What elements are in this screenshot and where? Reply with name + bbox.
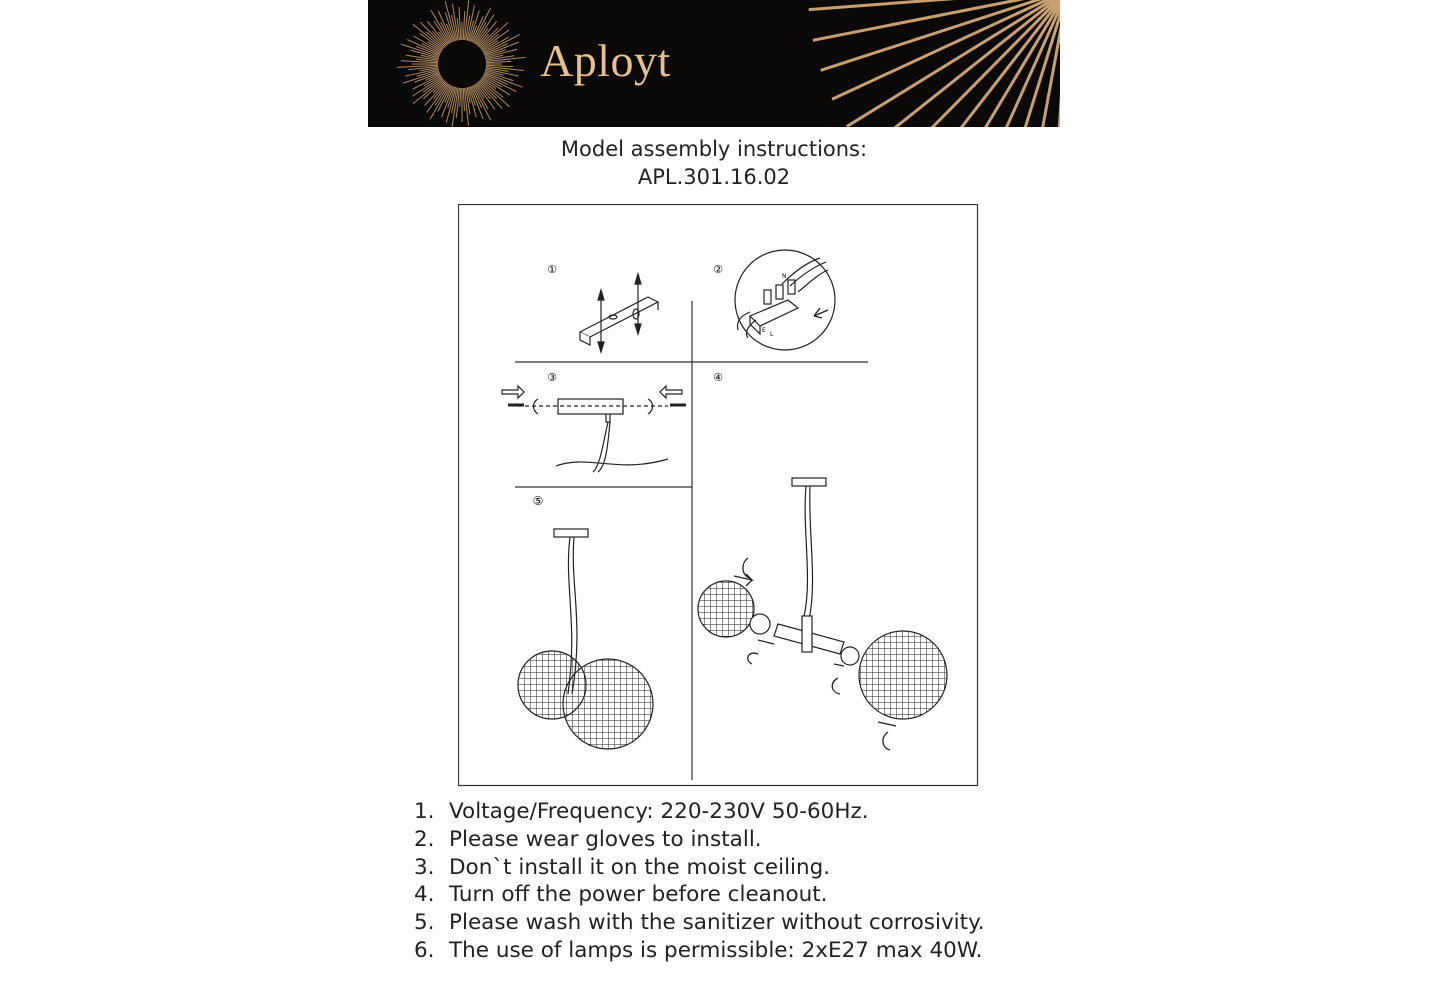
note-item: 2. Please wear gloves to install. [414, 826, 762, 852]
step-2-number: ② [713, 263, 723, 276]
note-item: 5. Please wash with the sanitizer without corrosivity. [414, 910, 985, 936]
wire-label-n: N [782, 273, 787, 280]
assembly-diagram [458, 204, 979, 787]
wire-label-e: E [762, 327, 766, 334]
note-item: 3. Don`t install it on the moist ceiling. [414, 854, 831, 880]
wire-label-l: L [770, 331, 774, 338]
sunburst-decoration [368, 0, 1060, 127]
instruction-notes [414, 798, 985, 965]
step-1-number: ① [547, 263, 557, 276]
brand-logo: Aployt [540, 35, 671, 86]
note-item: 6. The use of lamps is permissible: 2xE27 max 40W. [414, 937, 983, 963]
canopy-screws [502, 386, 686, 472]
page-title: Model assembly instructions: [560, 137, 868, 161]
note-item: 1. Voltage/Frequency: 220-230V 50-60Hz. [414, 799, 869, 824]
mounting-bracket [580, 274, 658, 352]
step-5-number: ⑤ [532, 494, 544, 508]
brand-banner [368, 0, 1060, 127]
note-item: 4. Turn off the power before cleanout. [414, 882, 828, 908]
terminal-block-detail [735, 250, 835, 350]
step-3-number: ③ [547, 371, 557, 384]
model-number: APL.301.16.02 [637, 165, 791, 189]
step-4-number: ④ [713, 371, 723, 384]
assembled-lamp [518, 529, 653, 749]
shade-installation [698, 478, 947, 750]
